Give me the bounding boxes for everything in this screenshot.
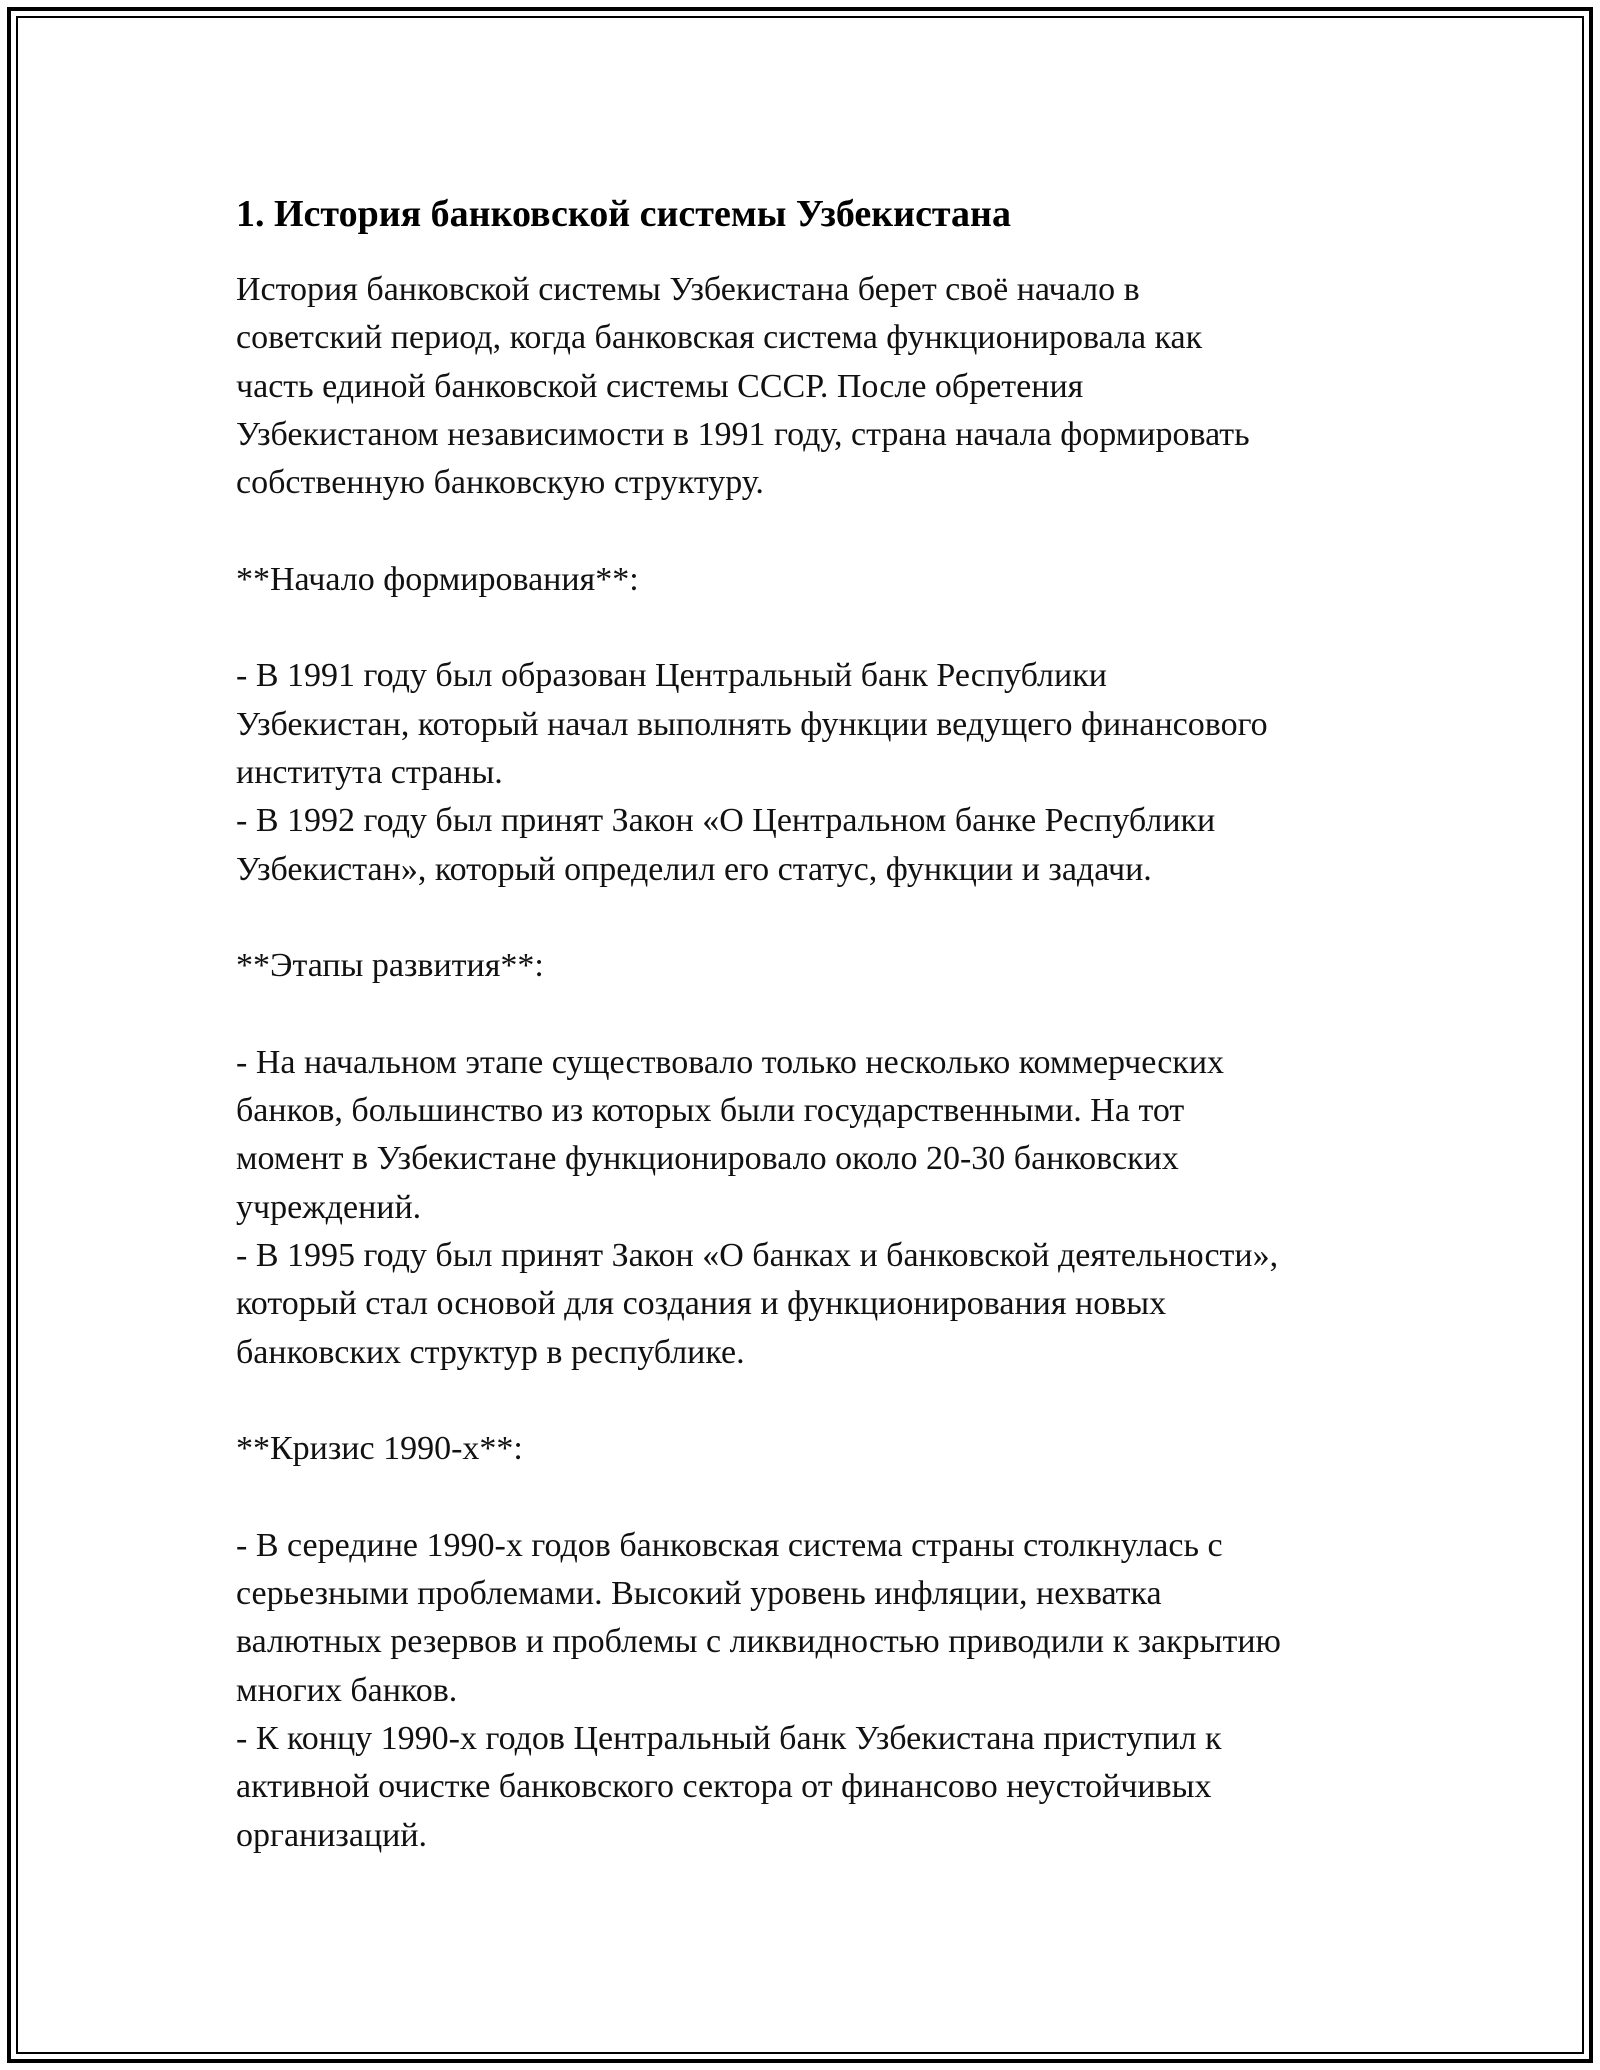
blank-line (236, 1377, 1386, 1425)
paragraph-line: советский период, когда банковская система функционировала как (236, 319, 1203, 357)
section-development (236, 942, 1386, 1377)
section-line: - В 1995 году был принят Закон «О банках и банковской деятельности», (236, 1236, 1279, 1274)
paragraph-line: История банковской системы Узбекистана берет своё начало в (236, 271, 1140, 308)
section-line: активной очистке банковского сектора от финансово неустойчивых (236, 1768, 1212, 1806)
document-body (236, 190, 1386, 1860)
paragraph-line: часть единой банковской системы СССР. После обретения (236, 367, 1084, 405)
section-heading: **Начало формирования**: (236, 560, 639, 598)
section-line: - На начальном этапе существовало только несколько коммерческих (236, 1043, 1225, 1081)
intro-paragraph (236, 266, 1386, 507)
section-line: серьезными проблемами. Высокий уровень инфляции, нехватка (236, 1575, 1162, 1613)
section-line: Узбекистан, который начал выполнять функции ведущего финансового (236, 705, 1268, 743)
section-line: учреждений. (236, 1188, 422, 1226)
section-crisis (236, 1425, 1386, 1860)
blank-line (236, 507, 1386, 555)
section-line: валютных резервов и проблемы с ликвидностью приводили к закрытию (236, 1623, 1281, 1661)
section-line: - В 1991 году был образован Центральный банк Республики (236, 657, 1107, 695)
paragraph-line: Узбекистаном независимости в 1991 году, страна начала формировать (236, 415, 1250, 453)
section-line: банковских структур в республике. (236, 1333, 745, 1371)
section-line: - К концу 1990-х годов Центральный банк Узбекистана приступил к (236, 1719, 1222, 1757)
blank-line (236, 894, 1386, 942)
paragraph-line: собственную банковскую структуру. (236, 464, 764, 502)
section-line: момент в Узбекистане функционировало около 20-30 банковских (236, 1140, 1179, 1178)
section-line: организаций. (236, 1816, 428, 1854)
section-line: банков, большинство из которых были государственными. На тот (236, 1092, 1185, 1130)
section-line: - В 1992 году был принят Закон «О Центральном банке Республики (236, 802, 1216, 840)
section-line: Узбекистан», который определил его статус, функции и задачи. (236, 850, 1152, 888)
blank-line (236, 604, 1386, 652)
section-line: института страны. (236, 753, 503, 791)
blank-line (236, 1473, 1386, 1521)
section-formation (236, 556, 1386, 894)
blank-line (236, 990, 1386, 1038)
section-line: - В середине 1990-х годов банковская система страны столкнулась с (236, 1526, 1223, 1564)
section-heading: **Этапы развития**: (236, 947, 544, 985)
section-heading: **Кризис 1990-х**: (236, 1430, 523, 1468)
section-line: который стал основой для создания и функционирования новых (236, 1285, 1167, 1323)
document-title: 1. История банковской системы Узбекистана (236, 193, 1011, 235)
section-line: многих банков. (236, 1671, 458, 1709)
